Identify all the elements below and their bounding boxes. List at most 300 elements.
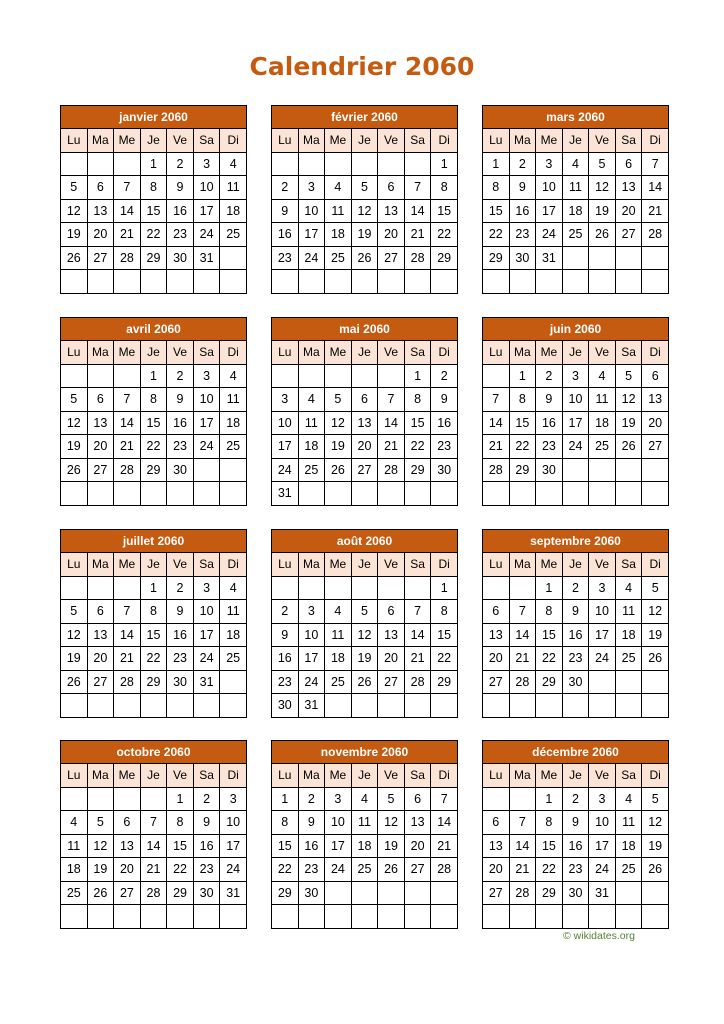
day-cell: 12 (589, 176, 616, 200)
day-cell: 16 (167, 623, 194, 647)
weekday-label: Di (431, 764, 458, 788)
day-cell (615, 670, 642, 694)
day-cell: 24 (272, 458, 299, 482)
day-cell: 6 (615, 152, 642, 176)
day-cell: 23 (431, 435, 458, 459)
day-cell (642, 482, 669, 506)
day-cell: 4 (220, 576, 247, 600)
weekday-label: Ve (589, 764, 616, 788)
day-cell: 11 (325, 199, 352, 223)
day-cell (378, 482, 405, 506)
day-cell: 14 (642, 176, 669, 200)
day-cell: 26 (378, 858, 405, 882)
weekday-label: Sa (615, 129, 642, 153)
month-title: janvier 2060 (61, 106, 247, 129)
day-cell: 13 (87, 411, 114, 435)
day-cell (114, 270, 141, 294)
day-cell: 12 (351, 199, 378, 223)
day-cell (325, 694, 352, 718)
day-cell: 10 (536, 176, 563, 200)
day-cell: 17 (589, 623, 616, 647)
day-cell (483, 694, 510, 718)
day-cell: 16 (562, 834, 589, 858)
day-cell (351, 905, 378, 929)
weekday-label: Sa (404, 764, 431, 788)
day-cell: 9 (167, 388, 194, 412)
day-cell (272, 270, 299, 294)
weekday-label: Lu (483, 764, 510, 788)
day-cell (483, 270, 510, 294)
day-cell (167, 270, 194, 294)
week-row (483, 435, 669, 459)
day-cell (220, 905, 247, 929)
day-cell: 24 (536, 223, 563, 247)
day-cell: 10 (298, 199, 325, 223)
day-cell (404, 576, 431, 600)
day-cell (378, 881, 405, 905)
day-cell: 16 (167, 199, 194, 223)
day-cell: 12 (61, 623, 88, 647)
day-cell: 21 (404, 647, 431, 671)
weekday-label: Sa (404, 553, 431, 577)
day-cell: 18 (220, 199, 247, 223)
day-cell (87, 694, 114, 718)
day-cell: 3 (325, 787, 352, 811)
week-row (483, 388, 669, 412)
day-cell: 20 (483, 647, 510, 671)
week-row (61, 152, 247, 176)
week-row (61, 199, 247, 223)
day-cell: 22 (536, 858, 563, 882)
day-cell: 1 (536, 576, 563, 600)
week-row (483, 152, 669, 176)
day-cell: 13 (483, 834, 510, 858)
month-table (482, 529, 669, 718)
week-row (272, 176, 458, 200)
day-cell: 7 (378, 388, 405, 412)
day-cell: 12 (378, 811, 405, 835)
month-title: avril 2060 (61, 318, 247, 341)
day-cell: 10 (589, 811, 616, 835)
day-cell: 7 (642, 152, 669, 176)
weekday-label: Ve (167, 129, 194, 153)
day-cell: 28 (404, 246, 431, 270)
day-cell (509, 905, 536, 929)
day-cell: 18 (61, 858, 88, 882)
day-cell (114, 576, 141, 600)
day-cell: 7 (140, 811, 167, 835)
week-row (483, 647, 669, 671)
weekday-label: Lu (483, 553, 510, 577)
day-cell (325, 482, 352, 506)
weekday-label: Sa (404, 341, 431, 365)
day-cell: 9 (298, 811, 325, 835)
day-cell: 2 (509, 152, 536, 176)
day-cell: 6 (351, 388, 378, 412)
day-cell: 11 (589, 388, 616, 412)
weekday-label: Ve (378, 764, 405, 788)
day-cell: 29 (272, 881, 299, 905)
week-row (272, 647, 458, 671)
day-cell: 22 (140, 435, 167, 459)
day-cell (351, 576, 378, 600)
week-row (272, 834, 458, 858)
day-cell: 12 (642, 600, 669, 624)
day-cell: 24 (298, 246, 325, 270)
weekday-label: Je (351, 129, 378, 153)
day-cell: 9 (562, 600, 589, 624)
day-cell (167, 905, 194, 929)
day-cell: 15 (509, 411, 536, 435)
day-cell: 9 (272, 199, 299, 223)
weekday-label: Lu (61, 764, 88, 788)
day-cell (378, 364, 405, 388)
week-row (483, 458, 669, 482)
weekday-label: Ma (298, 764, 325, 788)
day-cell: 25 (615, 647, 642, 671)
day-cell: 1 (167, 787, 194, 811)
day-cell: 6 (87, 176, 114, 200)
day-cell: 24 (589, 647, 616, 671)
day-cell: 10 (193, 600, 220, 624)
weekday-label: Di (220, 129, 247, 153)
weekday-label: Je (140, 764, 167, 788)
day-cell: 12 (325, 411, 352, 435)
day-cell: 1 (536, 787, 563, 811)
day-cell: 8 (431, 600, 458, 624)
day-cell: 22 (140, 223, 167, 247)
day-cell: 4 (298, 388, 325, 412)
day-cell: 24 (562, 435, 589, 459)
day-cell: 20 (378, 223, 405, 247)
day-cell: 25 (61, 881, 88, 905)
weekday-label: Di (642, 764, 669, 788)
day-cell (536, 270, 563, 294)
day-cell: 27 (87, 246, 114, 270)
day-cell: 30 (431, 458, 458, 482)
day-cell (325, 270, 352, 294)
day-cell: 14 (509, 623, 536, 647)
weekday-label: Ma (87, 553, 114, 577)
day-cell: 11 (298, 411, 325, 435)
week-row (61, 858, 247, 882)
day-cell: 7 (509, 811, 536, 835)
day-cell: 8 (536, 811, 563, 835)
day-cell: 3 (193, 364, 220, 388)
day-cell: 18 (220, 623, 247, 647)
day-cell (562, 482, 589, 506)
day-cell (61, 482, 88, 506)
day-cell: 19 (642, 623, 669, 647)
day-cell (272, 364, 299, 388)
day-cell: 14 (509, 834, 536, 858)
day-cell: 12 (351, 623, 378, 647)
day-cell: 1 (140, 364, 167, 388)
day-cell: 26 (351, 670, 378, 694)
day-cell (351, 482, 378, 506)
week-row (272, 411, 458, 435)
day-cell (404, 905, 431, 929)
week-row (483, 787, 669, 811)
day-cell: 25 (298, 458, 325, 482)
day-cell: 13 (114, 834, 141, 858)
day-cell (351, 152, 378, 176)
day-cell: 19 (61, 435, 88, 459)
week-row (272, 670, 458, 694)
weekday-label: Je (562, 553, 589, 577)
day-cell: 21 (404, 223, 431, 247)
day-cell: 15 (404, 411, 431, 435)
day-cell: 30 (167, 670, 194, 694)
day-cell (325, 881, 352, 905)
day-cell: 11 (325, 623, 352, 647)
month-title: décembre 2060 (483, 741, 669, 764)
day-cell: 17 (325, 834, 352, 858)
month-table (271, 529, 458, 718)
day-cell: 26 (351, 246, 378, 270)
day-cell: 28 (404, 670, 431, 694)
month-title: octobre 2060 (61, 741, 247, 764)
weekday-label: Ma (509, 129, 536, 153)
weekday-label: Ma (509, 341, 536, 365)
day-cell: 30 (167, 458, 194, 482)
weekday-label: Me (325, 341, 352, 365)
day-cell: 19 (87, 858, 114, 882)
day-cell (140, 905, 167, 929)
day-cell: 11 (220, 388, 247, 412)
day-cell: 9 (193, 811, 220, 835)
day-cell: 27 (378, 246, 405, 270)
day-cell: 8 (272, 811, 299, 835)
weekday-label: Di (642, 341, 669, 365)
week-row (272, 858, 458, 882)
day-cell: 29 (167, 881, 194, 905)
day-cell (220, 270, 247, 294)
day-cell: 13 (404, 811, 431, 835)
day-cell (642, 270, 669, 294)
day-cell (61, 270, 88, 294)
day-cell (87, 270, 114, 294)
week-row (483, 246, 669, 270)
day-cell: 12 (642, 811, 669, 835)
day-cell (562, 905, 589, 929)
day-cell: 19 (61, 223, 88, 247)
day-cell: 5 (61, 176, 88, 200)
month-table (60, 740, 247, 929)
month-table (482, 317, 669, 506)
day-cell (483, 905, 510, 929)
day-cell: 23 (536, 435, 563, 459)
day-cell (509, 576, 536, 600)
day-cell (589, 270, 616, 294)
day-cell: 3 (589, 576, 616, 600)
day-cell: 10 (562, 388, 589, 412)
day-cell: 15 (140, 623, 167, 647)
day-cell: 2 (562, 787, 589, 811)
day-cell: 21 (114, 435, 141, 459)
day-cell (114, 787, 141, 811)
day-cell: 13 (378, 199, 405, 223)
day-cell: 2 (272, 600, 299, 624)
week-row (483, 270, 669, 294)
day-cell (615, 905, 642, 929)
day-cell (61, 905, 88, 929)
day-cell (483, 364, 510, 388)
day-cell: 27 (87, 670, 114, 694)
weekday-label: Sa (404, 129, 431, 153)
day-cell (509, 694, 536, 718)
weekday-label: Me (536, 553, 563, 577)
day-cell: 11 (615, 600, 642, 624)
day-cell: 31 (298, 694, 325, 718)
weekday-label: Di (220, 764, 247, 788)
weekday-label: Me (325, 553, 352, 577)
day-cell: 24 (298, 670, 325, 694)
weekday-label: Ve (378, 553, 405, 577)
day-cell: 22 (483, 223, 510, 247)
day-cell (404, 881, 431, 905)
week-row (61, 364, 247, 388)
day-cell: 15 (536, 834, 563, 858)
month-title: mai 2060 (272, 318, 458, 341)
day-cell: 11 (615, 811, 642, 835)
day-cell: 13 (87, 623, 114, 647)
day-cell: 19 (325, 435, 352, 459)
day-cell: 7 (404, 176, 431, 200)
day-cell: 10 (193, 176, 220, 200)
day-cell: 26 (61, 670, 88, 694)
weekday-label: Lu (272, 341, 299, 365)
weekday-label: Ve (167, 764, 194, 788)
day-cell (642, 905, 669, 929)
day-cell (483, 787, 510, 811)
day-cell: 11 (220, 600, 247, 624)
day-cell (87, 787, 114, 811)
weekday-label: Ve (167, 341, 194, 365)
day-cell (562, 270, 589, 294)
day-cell: 1 (272, 787, 299, 811)
day-cell (642, 694, 669, 718)
day-cell: 27 (87, 458, 114, 482)
week-row (272, 435, 458, 459)
day-cell: 18 (325, 223, 352, 247)
day-cell: 24 (193, 223, 220, 247)
day-cell (298, 270, 325, 294)
weekday-label: Ve (589, 553, 616, 577)
day-cell: 20 (378, 647, 405, 671)
day-cell: 25 (220, 435, 247, 459)
day-cell (325, 364, 352, 388)
day-cell: 16 (193, 834, 220, 858)
day-cell: 21 (378, 435, 405, 459)
day-cell: 14 (431, 811, 458, 835)
day-cell: 29 (536, 670, 563, 694)
day-cell: 5 (589, 152, 616, 176)
day-cell: 23 (272, 246, 299, 270)
day-cell (193, 270, 220, 294)
day-cell: 27 (114, 881, 141, 905)
weekday-label: Sa (193, 341, 220, 365)
month-title: juillet 2060 (61, 530, 247, 553)
day-cell: 23 (509, 223, 536, 247)
day-cell: 30 (536, 458, 563, 482)
weekday-label: Sa (615, 553, 642, 577)
day-cell: 6 (404, 787, 431, 811)
day-cell: 7 (404, 600, 431, 624)
month-title: novembre 2060 (272, 741, 458, 764)
day-cell (325, 152, 352, 176)
day-cell: 15 (272, 834, 299, 858)
week-row (272, 364, 458, 388)
week-row (61, 834, 247, 858)
day-cell (220, 458, 247, 482)
day-cell: 17 (193, 411, 220, 435)
day-cell: 19 (378, 834, 405, 858)
day-cell (483, 482, 510, 506)
day-cell (167, 694, 194, 718)
day-cell: 13 (615, 176, 642, 200)
day-cell (589, 458, 616, 482)
day-cell (536, 694, 563, 718)
day-cell: 16 (167, 411, 194, 435)
day-cell (114, 364, 141, 388)
week-row (61, 694, 247, 718)
day-cell (431, 881, 458, 905)
day-cell: 18 (220, 411, 247, 435)
week-row (61, 623, 247, 647)
month-title: juin 2060 (483, 318, 669, 341)
week-row (61, 670, 247, 694)
week-row (272, 576, 458, 600)
day-cell: 23 (298, 858, 325, 882)
day-cell: 5 (642, 576, 669, 600)
day-cell (220, 246, 247, 270)
day-cell: 28 (114, 458, 141, 482)
weekday-label: Ma (87, 764, 114, 788)
day-cell: 28 (509, 881, 536, 905)
weekday-label: Je (562, 764, 589, 788)
week-row (272, 623, 458, 647)
day-cell: 26 (61, 246, 88, 270)
day-cell: 3 (536, 152, 563, 176)
day-cell (140, 694, 167, 718)
day-cell: 14 (404, 199, 431, 223)
day-cell: 31 (220, 881, 247, 905)
day-cell: 20 (87, 223, 114, 247)
day-cell: 2 (536, 364, 563, 388)
week-row (272, 694, 458, 718)
week-row (61, 787, 247, 811)
day-cell (272, 905, 299, 929)
weekday-label: Je (562, 341, 589, 365)
day-cell: 18 (589, 411, 616, 435)
day-cell: 17 (589, 834, 616, 858)
day-cell: 18 (615, 834, 642, 858)
day-cell: 21 (114, 223, 141, 247)
day-cell: 26 (642, 647, 669, 671)
day-cell: 18 (351, 834, 378, 858)
day-cell: 5 (378, 787, 405, 811)
day-cell: 24 (193, 647, 220, 671)
day-cell: 27 (483, 881, 510, 905)
day-cell (167, 482, 194, 506)
weekday-label: Sa (615, 764, 642, 788)
week-row (272, 600, 458, 624)
day-cell (615, 270, 642, 294)
day-cell: 9 (536, 388, 563, 412)
day-cell: 12 (61, 411, 88, 435)
day-cell: 17 (562, 411, 589, 435)
